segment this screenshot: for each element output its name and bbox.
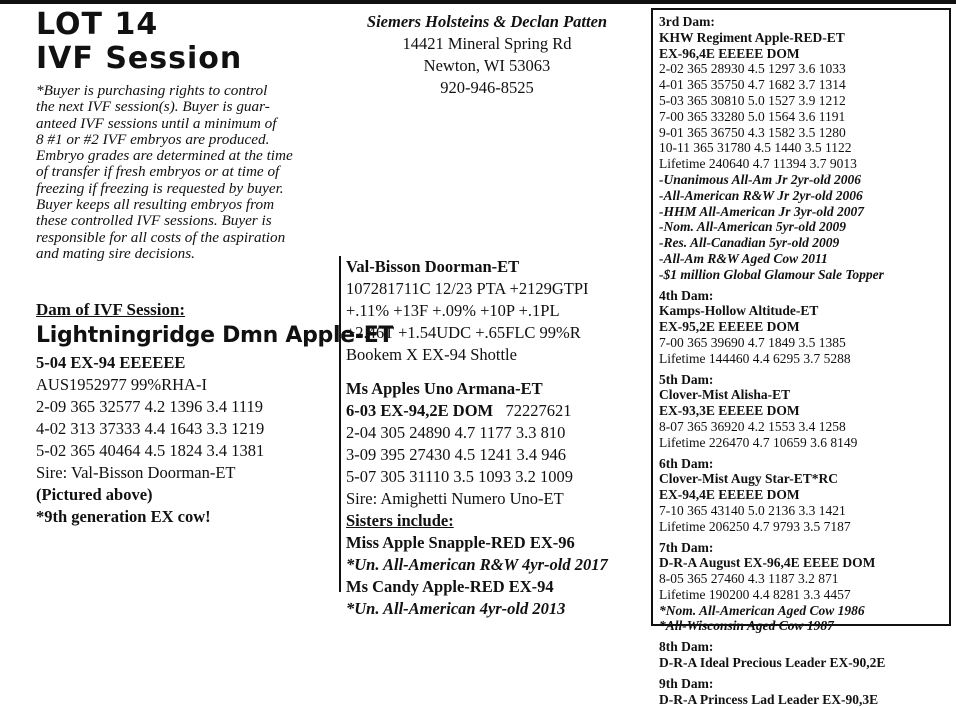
farm-name: Siemers Holsteins & Declan Patten bbox=[366, 12, 608, 31]
notice-line: of transfer if fresh embryos or at time of bbox=[36, 163, 280, 181]
ancestor-lifetime: Lifetime 144460 4.4 6295 3.7 5288 bbox=[659, 350, 851, 366]
generation-heading: 5th Dam: bbox=[659, 371, 714, 387]
ancestor-name: D-R-A Princess Lad Leader EX-90,3E bbox=[659, 691, 879, 707]
sisters-heading: Sisters include: bbox=[346, 511, 454, 530]
dam-classification: 5-04 EX-94 EEEEEE bbox=[36, 353, 186, 372]
buyer-notice bbox=[36, 83, 338, 262]
ancestor-record: 7-00 365 39690 4.7 1849 3.5 1385 bbox=[659, 334, 846, 350]
ancestor-classification: EX-94,4E EEEEE DOM bbox=[659, 487, 800, 503]
sister-1-award: *Un. All-American R&W 4yr-old 2017 bbox=[346, 555, 608, 574]
pedigree-list bbox=[659, 14, 949, 707]
sister-2-award: *Un. All-American 4yr-old 2013 bbox=[346, 599, 566, 618]
lot-subtitle: IVF Session bbox=[36, 41, 243, 76]
msd-record-1: 2-04 305 24890 4.7 1177 3.3 810 bbox=[346, 423, 566, 442]
sire-block bbox=[346, 256, 608, 620]
ancestor-award: -Unanimous All-Am Jr 2yr-old 2006 bbox=[659, 171, 862, 187]
msd-class-line bbox=[346, 400, 608, 422]
ancestor-award: *Nom. All-American Aged Cow 1986 bbox=[659, 602, 865, 618]
generation-heading: 9th Dam: bbox=[659, 675, 714, 691]
generation-heading: 6th Dam: bbox=[659, 455, 714, 471]
notice-line: Embryo grades are determined at the time bbox=[36, 147, 293, 165]
dam-generation-note: *9th generation EX cow! bbox=[36, 507, 211, 526]
ancestor-award: -Res. All-Canadian 5yr-old 2009 bbox=[659, 235, 840, 251]
contact-block bbox=[346, 11, 628, 99]
sister-1-name: Miss Apple Snapple-RED EX-96 bbox=[346, 533, 575, 552]
ancestor-record: 7-00 365 33280 5.0 1564 3.6 1191 bbox=[659, 108, 846, 124]
ancestor-award: -Nom. All-American 5yr-old 2009 bbox=[659, 219, 846, 235]
generation-heading: 3rd Dam: bbox=[659, 14, 715, 29]
ancestor-record: 8-07 365 36920 4.2 1553 3.4 1258 bbox=[659, 418, 846, 434]
ancestor-lifetime: Lifetime 190200 4.4 8281 3.3 4457 bbox=[659, 586, 851, 602]
ancestor-name: KHW Regiment Apple-RED-ET bbox=[659, 29, 845, 45]
sire-line-1: 107281711C 12/23 PTA +2129GTPI bbox=[346, 279, 589, 298]
ancestor-record: 2-02 365 28930 4.5 1297 3.6 1033 bbox=[659, 61, 846, 77]
notice-line: these controlled IVF sessions. Buyer is bbox=[36, 212, 272, 230]
ancestor-lifetime: Lifetime 226470 4.7 10659 3.6 8149 bbox=[659, 434, 858, 450]
ancestor-award: -All-American R&W Jr 2yr-old 2006 bbox=[659, 187, 863, 203]
msd-record-2: 3-09 395 27430 4.5 1241 3.4 946 bbox=[346, 445, 566, 464]
ancestor-classification: EX-93,3E EEEEE DOM bbox=[659, 403, 800, 419]
address: 14421 Mineral Spring Rd bbox=[402, 34, 572, 53]
notice-line: the next IVF session(s). Buyer is guar- bbox=[36, 98, 270, 116]
ancestor-record: 7-10 365 43140 5.0 2136 3.3 1421 bbox=[659, 502, 846, 518]
ancestor-classification: EX-95,2E EEEEE DOM bbox=[659, 319, 800, 335]
sire-line-2: +.11% +13F +.09% +10P +.1PL bbox=[346, 301, 560, 320]
sister-2-name: Ms Candy Apple-RED EX-94 bbox=[346, 577, 554, 596]
lot-title bbox=[36, 8, 242, 76]
sire-line-3: +2.46T +1.54UDC +.65FLC 99%R bbox=[346, 323, 581, 342]
ancestor-award: -HHM All-American Jr 3yr-old 2007 bbox=[659, 203, 864, 219]
generation-heading: 8th Dam: bbox=[659, 639, 714, 655]
ancestor-award: *All-Wisconsin Aged Cow 1987 bbox=[659, 618, 834, 634]
notice-line: and mating sire decisions. bbox=[36, 244, 195, 262]
ancestor-award: -All-Am R&W Aged Cow 2011 bbox=[659, 250, 828, 266]
ancestor-record: 8-05 365 27460 4.3 1187 3.2 871 bbox=[659, 571, 839, 587]
generation-heading: 7th Dam: bbox=[659, 539, 714, 555]
dam-sire: Sire: Val-Bisson Doorman-ET bbox=[36, 463, 236, 482]
msd-reg: 72227621 bbox=[505, 401, 572, 420]
dam-pictured-note: (Pictured above) bbox=[36, 485, 153, 504]
msd-record-3: 5-07 305 31110 3.5 1093 3.2 1009 bbox=[346, 467, 574, 486]
ancestor-name: D-R-A Ideal Precious Leader EX-90,2E bbox=[659, 655, 886, 671]
ancestor-record: 9-01 365 36750 4.3 1582 3.5 1280 bbox=[659, 124, 846, 140]
ancestor-name: Kamps-Hollow Altitude-ET bbox=[659, 303, 819, 319]
dam-heading: Dam of IVF Session: bbox=[36, 300, 186, 319]
ancestor-record: 4-01 365 35750 4.7 1682 3.7 1314 bbox=[659, 77, 846, 93]
top-rule bbox=[0, 0, 956, 4]
ancestor-classification: EX-96,4E EEEEE DOM bbox=[659, 45, 800, 61]
notice-line: anteed IVF sessions until a minimum of bbox=[36, 114, 277, 132]
msd-classification: 6-03 EX-94,2E DOM bbox=[346, 401, 494, 420]
ancestor-record: 5-03 365 30810 5.0 1527 3.9 1212 bbox=[659, 92, 846, 108]
dam-details bbox=[36, 352, 264, 528]
lot-number: LOT 14 bbox=[36, 7, 159, 42]
ancestor-name: D-R-A August EX-96,4E EEEE DOM bbox=[659, 555, 876, 571]
dam-id: AUS1952977 99%RHA-I bbox=[36, 375, 207, 394]
notice-line: freezing if freezing is requested by buyer. bbox=[36, 179, 284, 197]
sire-divider bbox=[339, 256, 341, 592]
notice-line: responsible for all costs of the aspiration bbox=[36, 228, 286, 246]
msd-name: Ms Apples Uno Armana-ET bbox=[346, 379, 543, 398]
ancestor-name: Clover-Mist Augy Star-ET*RC bbox=[659, 471, 838, 487]
notice-line: 8 #1 or #2 IVF embryos are produced. bbox=[36, 130, 270, 148]
ancestor-name: Clover-Mist Alisha-ET bbox=[659, 387, 791, 403]
ancestor-record: 10-11 365 31780 4.5 1440 3.5 1122 bbox=[659, 140, 852, 156]
notice-line: Buyer keeps all resulting embryos from bbox=[36, 196, 275, 214]
dam-record-2: 4-02 313 37333 4.4 1643 3.3 1219 bbox=[36, 419, 265, 438]
ancestor-lifetime: Lifetime 240640 4.7 11394 3.7 9013 bbox=[659, 156, 857, 172]
generation-heading: 4th Dam: bbox=[659, 287, 714, 303]
city: Newton, WI 53063 bbox=[423, 56, 551, 75]
notice-line: *Buyer is purchasing rights to control bbox=[36, 82, 268, 99]
ancestor-award: -$1 million Global Glamour Sale Topper bbox=[659, 266, 884, 282]
dam-record-3: 5-02 365 40464 4.5 1824 3.4 1381 bbox=[36, 441, 265, 460]
sire-line-4: Bookem X EX-94 Shottle bbox=[346, 345, 517, 364]
ancestor-lifetime: Lifetime 206250 4.7 9793 3.5 7187 bbox=[659, 518, 851, 534]
phone: 920-946-8525 bbox=[440, 78, 534, 97]
dam-record-1: 2-09 365 32577 4.2 1396 3.4 1119 bbox=[36, 397, 264, 416]
sire-name: Val-Bisson Doorman-ET bbox=[346, 257, 520, 276]
msd-sire: Sire: Amighetti Numero Uno-ET bbox=[346, 489, 564, 508]
dam-name: Lightningridge Dmn Apple-ET bbox=[36, 323, 394, 348]
